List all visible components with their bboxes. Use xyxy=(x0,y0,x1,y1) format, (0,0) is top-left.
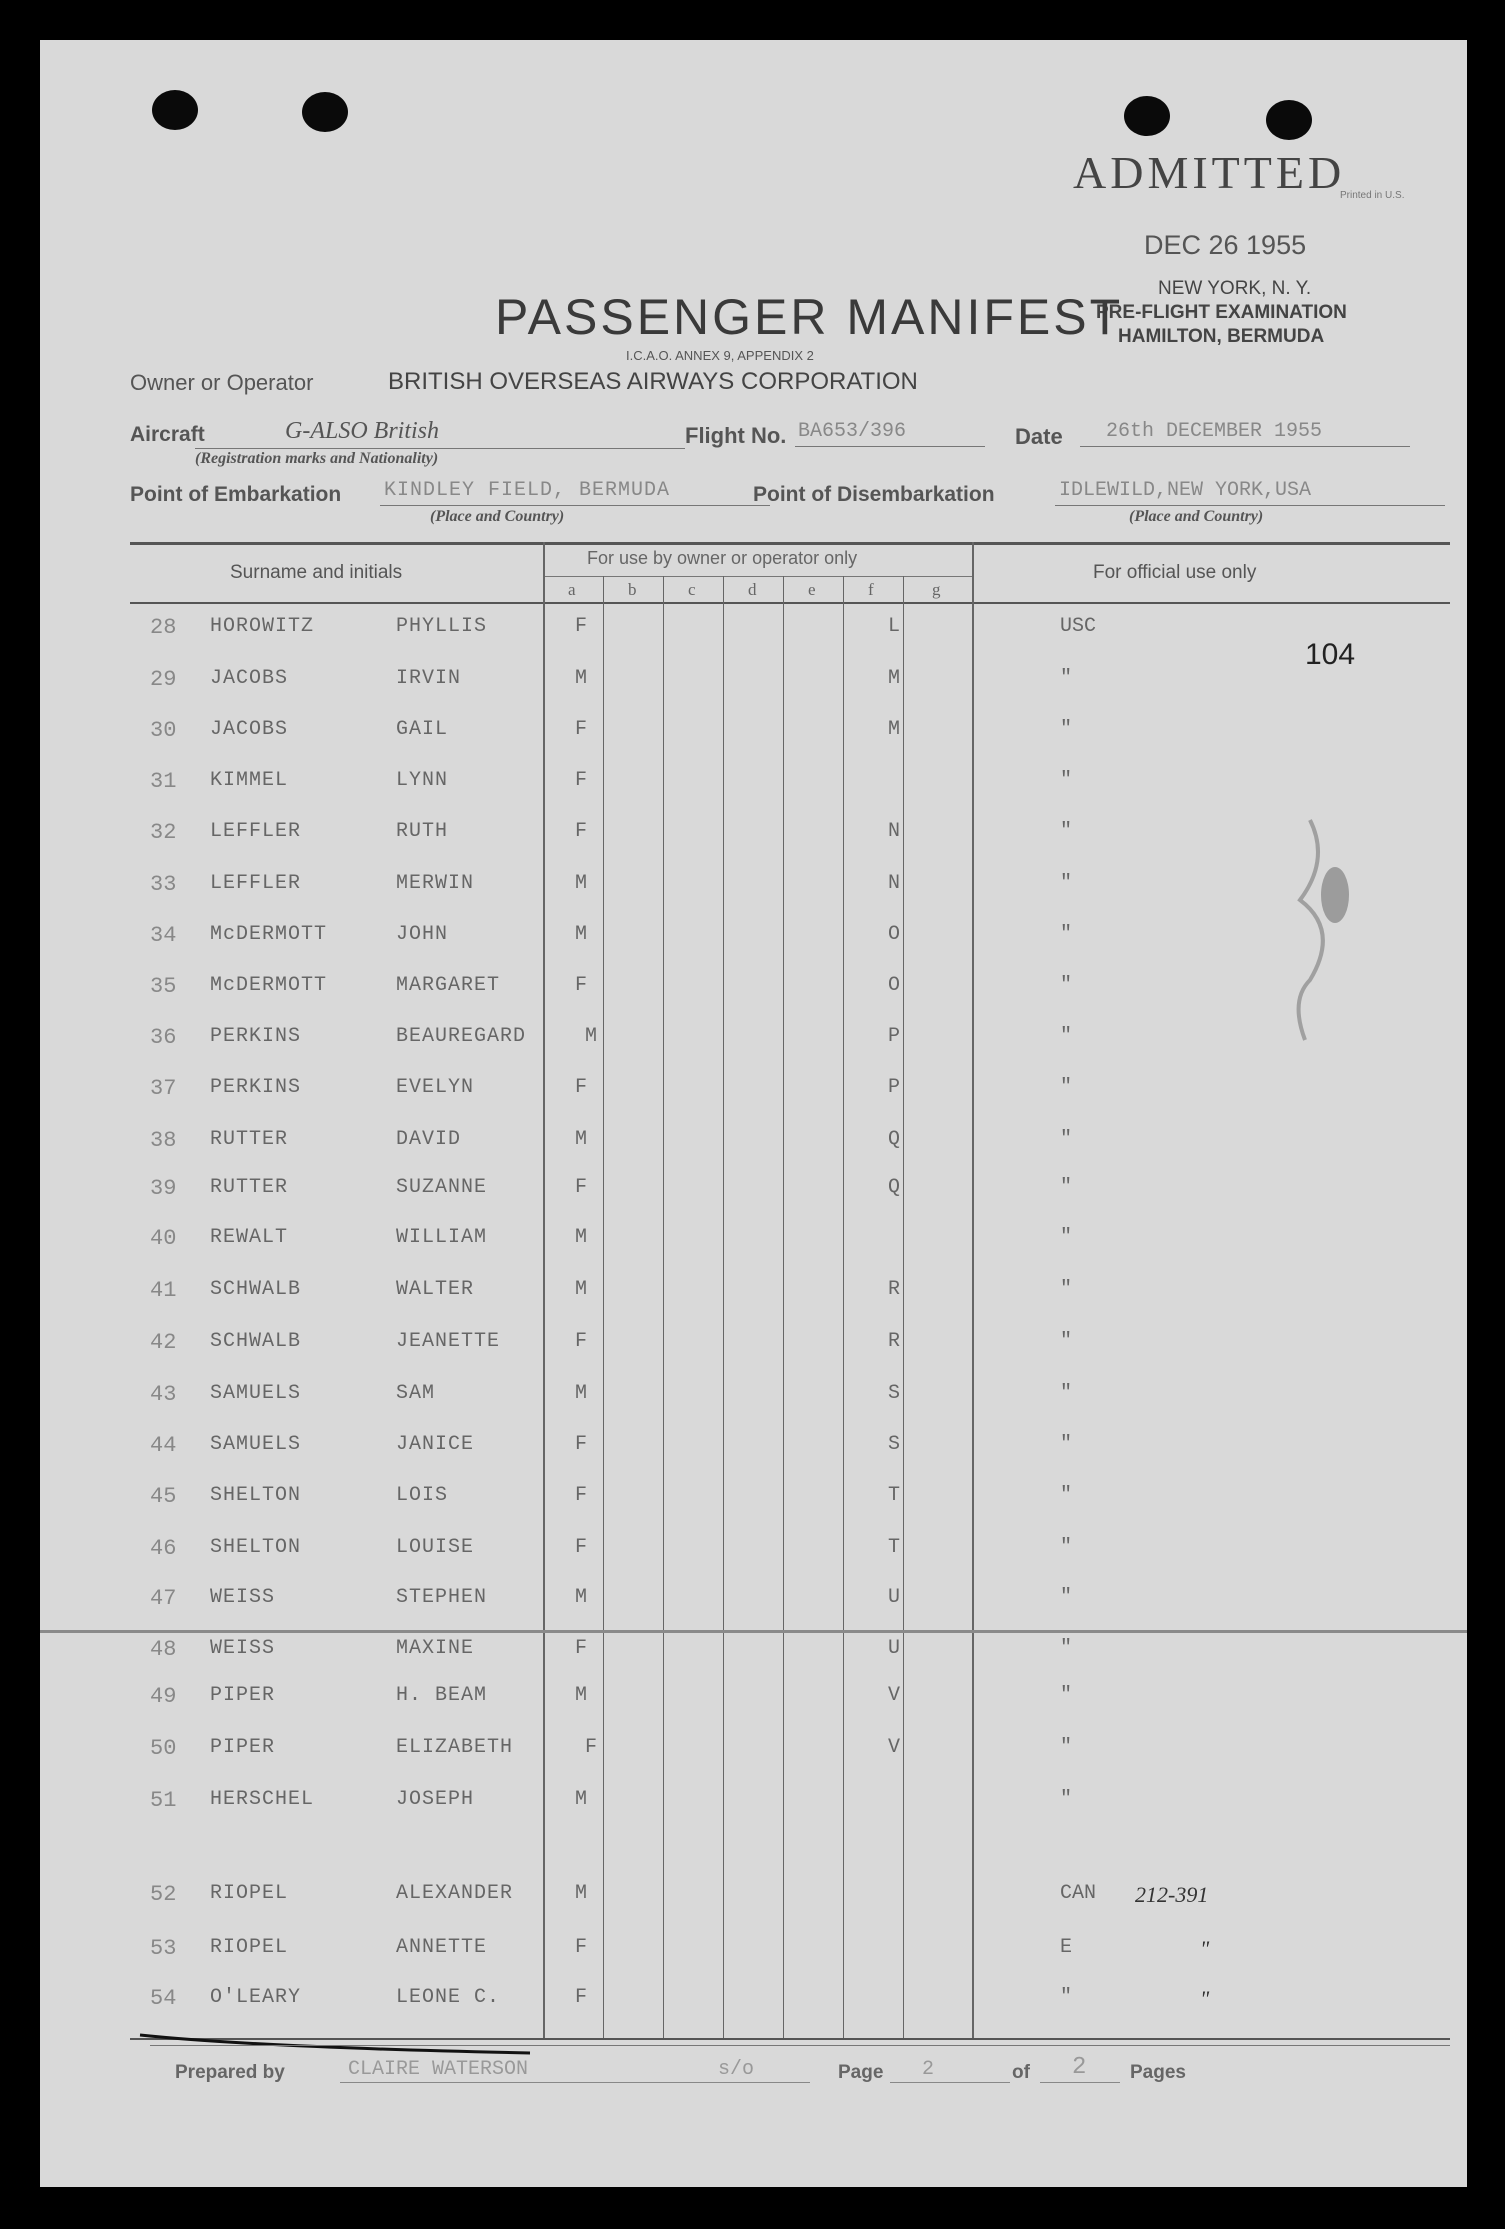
col-f-code: L xyxy=(888,615,901,638)
sex-code: M xyxy=(575,1278,588,1301)
official-entry: " xyxy=(1060,718,1073,741)
table-row xyxy=(40,1484,1467,1518)
stamp-line-1: NEW YORK, N. Y. xyxy=(1158,278,1312,299)
official-entry: " xyxy=(1060,1433,1073,1456)
col-f-code: N xyxy=(888,872,901,895)
flight-label: Flight No. xyxy=(685,423,787,448)
subcol-c: c xyxy=(688,580,696,599)
official-entry: " xyxy=(1060,1986,1073,2009)
table-row xyxy=(40,1128,1467,1162)
row-number: 29 xyxy=(150,667,177,692)
official-entry: " xyxy=(1060,1484,1073,1507)
table-row xyxy=(40,1882,1467,1916)
sex-code: F xyxy=(575,615,588,638)
row-number: 40 xyxy=(150,1226,177,1251)
col-f-code: P xyxy=(888,1076,901,1099)
surname: O'LEARY xyxy=(210,1986,302,2009)
pages-label: Pages xyxy=(1130,2062,1186,2083)
official-entry: " xyxy=(1060,769,1073,792)
sex-code: M xyxy=(575,923,588,946)
given-name: IRVIN xyxy=(396,667,462,690)
sex-code: F xyxy=(575,1986,588,2009)
official-entry: E xyxy=(1060,1936,1073,1959)
owner-label: Owner or Operator xyxy=(130,370,314,395)
punch-hole-right-2 xyxy=(1266,100,1312,140)
surname: JACOBS xyxy=(210,667,289,690)
owner-value: BRITISH OVERSEAS AIRWAYS CORPORATION xyxy=(388,368,918,395)
col-f-code: V xyxy=(888,1736,901,1759)
sex-code: M xyxy=(575,1882,588,1905)
surname: LEFFLER xyxy=(210,820,302,843)
col-f-code: V xyxy=(888,1684,901,1707)
given-name: MARGARET xyxy=(396,974,501,997)
stamp-date: DEC 26 1955 xyxy=(1144,230,1307,260)
given-name: STEPHEN xyxy=(396,1586,488,1609)
official-entry: " xyxy=(1060,1586,1073,1609)
surname: PERKINS xyxy=(210,1076,302,1099)
sex-code: M xyxy=(575,1684,588,1707)
table-row xyxy=(40,1835,1467,1869)
surname: WEISS xyxy=(210,1637,276,1660)
col-f-code: S xyxy=(888,1382,901,1405)
row-number: 54 xyxy=(150,1986,177,2011)
admitted-stamp: ADMITTED xyxy=(1073,147,1346,198)
table-row xyxy=(40,769,1467,803)
given-name: LEONE C. xyxy=(396,1986,501,2009)
aircraft-label: Aircraft xyxy=(130,423,205,446)
punch-hole-left-1 xyxy=(152,90,198,130)
sex-code: F xyxy=(575,974,588,997)
row-number: 53 xyxy=(150,1936,177,1961)
row-number: 39 xyxy=(150,1176,177,1201)
table-row xyxy=(40,1536,1467,1570)
col-f-code: M xyxy=(888,718,901,741)
surname: LEFFLER xyxy=(210,872,302,895)
col-f-code: U xyxy=(888,1637,901,1660)
stamp-line-3: HAMILTON, BERMUDA xyxy=(1118,326,1325,347)
date-value: 26th DECEMBER 1955 xyxy=(1106,420,1323,443)
of-value: 2 xyxy=(1072,2054,1087,2081)
embark-label: Point of Embarkation xyxy=(130,483,342,506)
table-row xyxy=(40,1936,1467,1970)
surname: SHELTON xyxy=(210,1536,302,1559)
col-f-code: M xyxy=(888,667,901,690)
official-entry: " xyxy=(1060,974,1073,997)
surname: HERSCHEL xyxy=(210,1788,315,1811)
given-name: LOIS xyxy=(396,1484,449,1507)
flight-value: BA653/396 xyxy=(798,420,907,443)
aircraft-value: G-ALSO British xyxy=(285,418,440,444)
sex-code: M xyxy=(575,1788,588,1811)
given-name: ANNETTE xyxy=(396,1936,488,1959)
given-name: SAM xyxy=(396,1382,436,1405)
official-entry: " xyxy=(1060,1536,1073,1559)
subcol-e: e xyxy=(808,580,816,599)
subcol-a: a xyxy=(568,580,576,599)
sex-code: M xyxy=(585,1025,598,1048)
official-entry: " xyxy=(1060,923,1073,946)
subcol-d: d xyxy=(748,580,757,599)
col-f-code: N xyxy=(888,820,901,843)
surname: RUTTER xyxy=(210,1128,289,1151)
col-f-code: P xyxy=(888,1025,901,1048)
surname: SHELTON xyxy=(210,1484,302,1507)
surname: RIOPEL xyxy=(210,1882,289,1905)
table-row xyxy=(40,1278,1467,1312)
row-number: 30 xyxy=(150,718,177,743)
table-row xyxy=(40,1586,1467,1620)
given-name: ELIZABETH xyxy=(396,1736,514,1759)
surname: SAMUELS xyxy=(210,1433,302,1456)
page-value: 2 xyxy=(922,2058,935,2081)
given-name: PHYLLIS xyxy=(396,615,488,638)
official-entry: " xyxy=(1060,1128,1073,1151)
row-number: 45 xyxy=(150,1484,177,1509)
col-f-code: O xyxy=(888,974,901,997)
page-subtitle: I.C.A.O. ANNEX 9, APPENDIX 2 xyxy=(626,348,814,363)
official-use-header: For official use only xyxy=(1093,562,1257,583)
surname: PIPER xyxy=(210,1684,276,1707)
prepared-by-label: Prepared by xyxy=(175,2062,285,2083)
table-row xyxy=(40,667,1467,701)
table-row xyxy=(40,1684,1467,1718)
row-number: 48 xyxy=(150,1637,177,1662)
stamp-line-2: PRE-FLIGHT EXAMINATION xyxy=(1096,302,1347,323)
surname: McDERMOTT xyxy=(210,974,328,997)
col-f-code: T xyxy=(888,1484,901,1507)
subcol-g: g xyxy=(932,580,941,599)
row-number: 49 xyxy=(150,1684,177,1709)
official-entry: " xyxy=(1060,1226,1073,1249)
row-number: 46 xyxy=(150,1536,177,1561)
table-row xyxy=(40,1226,1467,1260)
surname: KIMMEL xyxy=(210,769,289,792)
official-entry: " xyxy=(1060,1330,1073,1353)
given-name: JOSEPH xyxy=(396,1788,475,1811)
given-name: ALEXANDER xyxy=(396,1882,514,1905)
prepared-by-value: CLAIRE WATERSON xyxy=(348,2058,529,2081)
table-row xyxy=(40,1986,1467,2020)
row-number: 32 xyxy=(150,820,177,845)
ink-smudge xyxy=(1240,800,1370,1100)
disembark-label: Point of Disembarkation xyxy=(753,483,995,506)
page-label: Page xyxy=(838,2062,884,2083)
table-top-rule xyxy=(130,542,1450,545)
row-number: 41 xyxy=(150,1278,177,1303)
surname: SAMUELS xyxy=(210,1382,302,1405)
table-row xyxy=(40,1330,1467,1364)
surname: SCHWALB xyxy=(210,1330,302,1353)
surname: RUTTER xyxy=(210,1176,289,1199)
official-entry: " xyxy=(1060,1025,1073,1048)
punch-hole-left-2 xyxy=(302,92,348,132)
row-number: 33 xyxy=(150,872,177,897)
embark-value: KINDLEY FIELD, BERMUDA xyxy=(384,479,671,502)
surname: PIPER xyxy=(210,1736,276,1759)
row-number: 36 xyxy=(150,1025,177,1050)
paper-fold-line xyxy=(40,1630,1467,1633)
registration-note: (Registration marks and Nationality) xyxy=(195,450,439,467)
row-number: 42 xyxy=(150,1330,177,1355)
table-row xyxy=(40,1382,1467,1416)
table-row xyxy=(40,615,1467,649)
official-entry: " xyxy=(1060,1076,1073,1099)
official-entry: " xyxy=(1060,1382,1073,1405)
of-label: of xyxy=(1012,2062,1030,2083)
official-extra: 212-391 xyxy=(1135,1882,1209,1907)
official-entry: " xyxy=(1060,1176,1073,1199)
surname: RIOPEL xyxy=(210,1936,289,1959)
official-extra: " xyxy=(1200,1936,1210,1961)
given-name: JOHN xyxy=(396,923,449,946)
subcol-f: f xyxy=(868,580,874,599)
official-entry: " xyxy=(1060,667,1073,690)
sex-code: M xyxy=(575,1586,588,1609)
sex-code: F xyxy=(575,1330,588,1353)
sex-code: F xyxy=(575,1076,588,1099)
sex-code: F xyxy=(575,1637,588,1660)
surname: HOROWITZ xyxy=(210,615,315,638)
sex-code: M xyxy=(575,667,588,690)
sex-code: F xyxy=(585,1736,598,1759)
table-row xyxy=(40,1788,1467,1822)
col-f-code: R xyxy=(888,1278,901,1301)
given-name: LOUISE xyxy=(396,1536,475,1559)
prepared-by-suffix: s/o xyxy=(718,2058,755,2081)
subcol-b: b xyxy=(628,580,637,599)
disembark-value: IDLEWILD,NEW YORK,USA xyxy=(1059,479,1312,502)
sex-code: M xyxy=(575,872,588,895)
col-f-code: Q xyxy=(888,1176,901,1199)
official-entry: " xyxy=(1060,872,1073,895)
official-extra: " xyxy=(1200,1986,1210,2011)
sex-code: F xyxy=(575,1433,588,1456)
page-title: PASSENGER MANIFEST xyxy=(495,289,1124,345)
surname: PERKINS xyxy=(210,1025,302,1048)
col-f-code: U xyxy=(888,1586,901,1609)
given-name: H. BEAM xyxy=(396,1684,488,1707)
col-f-code: O xyxy=(888,923,901,946)
row-number: 35 xyxy=(150,974,177,999)
surname: SCHWALB xyxy=(210,1278,302,1301)
row-number: 52 xyxy=(150,1882,177,1907)
row-number: 34 xyxy=(150,923,177,948)
table-row xyxy=(40,1433,1467,1467)
given-name: LYNN xyxy=(396,769,449,792)
given-name: SUZANNE xyxy=(396,1176,488,1199)
embark-note: (Place and Country) xyxy=(430,508,565,525)
sex-code: F xyxy=(575,1176,588,1199)
row-number: 38 xyxy=(150,1128,177,1153)
given-name: WILLIAM xyxy=(396,1226,488,1249)
col-f-code: S xyxy=(888,1433,901,1456)
row-number: 44 xyxy=(150,1433,177,1458)
owner-use-header: For use by owner or operator only xyxy=(587,548,858,568)
sex-code: F xyxy=(575,1536,588,1559)
punch-hole-right-1 xyxy=(1124,96,1170,136)
sex-code: F xyxy=(575,820,588,843)
given-name: JANICE xyxy=(396,1433,475,1456)
official-entry: CAN xyxy=(1060,1882,1097,1905)
official-entry: " xyxy=(1060,1736,1073,1759)
col-f-code: T xyxy=(888,1536,901,1559)
given-name: BEAUREGARD xyxy=(396,1025,527,1048)
given-name: DAVID xyxy=(396,1128,462,1151)
official-entry: " xyxy=(1060,820,1073,843)
surname: WEISS xyxy=(210,1586,276,1609)
sex-code: M xyxy=(575,1226,588,1249)
given-name: JEANETTE xyxy=(396,1330,501,1353)
sex-code: F xyxy=(575,1484,588,1507)
given-name: MAXINE xyxy=(396,1637,475,1660)
given-name: RUTH xyxy=(396,820,449,843)
date-label: Date xyxy=(1015,424,1063,449)
table-row xyxy=(40,1176,1467,1210)
col-f-code: R xyxy=(888,1330,901,1353)
official-entry: " xyxy=(1060,1278,1073,1301)
surname: REWALT xyxy=(210,1226,289,1249)
row-number: 50 xyxy=(150,1736,177,1761)
sex-code: F xyxy=(575,1936,588,1959)
manifest-sheet xyxy=(40,40,1467,2187)
official-entry: " xyxy=(1060,1788,1073,1811)
sex-code: F xyxy=(575,718,588,741)
surname: JACOBS xyxy=(210,718,289,741)
table-row xyxy=(40,1736,1467,1770)
sex-code: F xyxy=(575,769,588,792)
given-name: WALTER xyxy=(396,1278,475,1301)
row-number: 43 xyxy=(150,1382,177,1407)
sex-code: M xyxy=(575,1128,588,1151)
row-number: 51 xyxy=(150,1788,177,1813)
row-number: 31 xyxy=(150,769,177,794)
official-entry: " xyxy=(1060,1637,1073,1660)
row-number: 37 xyxy=(150,1076,177,1101)
col-name-header: Surname and initials xyxy=(230,562,403,583)
col-f-code: Q xyxy=(888,1128,901,1151)
table-row xyxy=(40,718,1467,752)
given-name: GAIL xyxy=(396,718,449,741)
stamp-fine-print: Printed in U.S. xyxy=(1340,190,1405,201)
official-entry: " xyxy=(1060,1684,1073,1707)
given-name: EVELYN xyxy=(396,1076,475,1099)
table-row xyxy=(40,1637,1467,1671)
sex-code: M xyxy=(575,1382,588,1405)
official-entry: USC xyxy=(1060,615,1097,638)
given-name: MERWIN xyxy=(396,872,475,895)
surname: McDERMOTT xyxy=(210,923,328,946)
sheet-number: 104 xyxy=(1305,638,1356,671)
row-number: 47 xyxy=(150,1586,177,1611)
row-number: 28 xyxy=(150,615,177,640)
disembark-note: (Place and Country) xyxy=(1129,508,1264,525)
